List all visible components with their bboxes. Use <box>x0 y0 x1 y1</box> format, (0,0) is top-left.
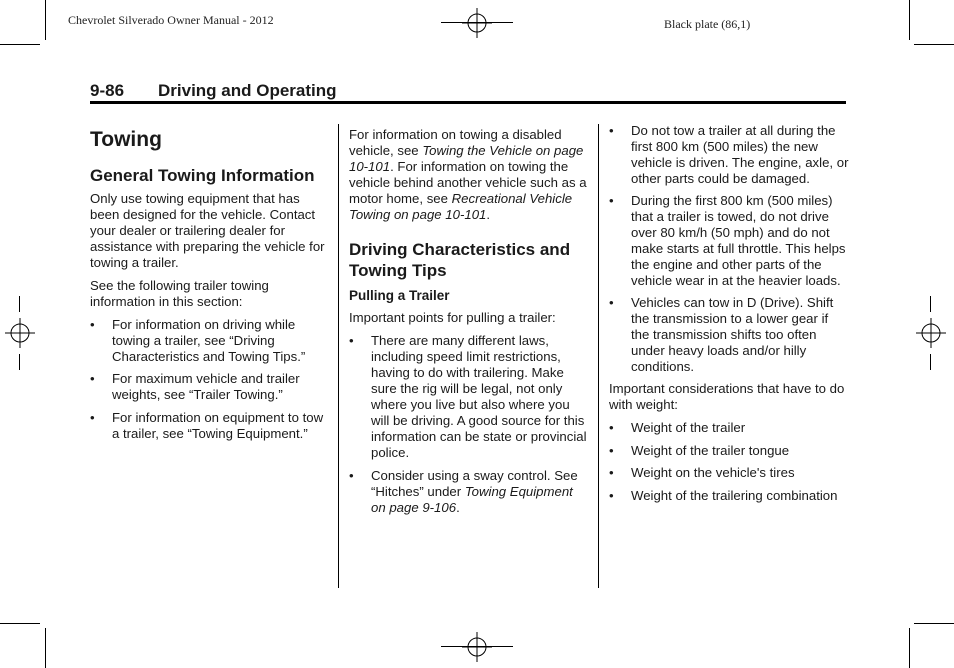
xref-towing-equipment[interactable]: Towing Equipment on page 9-106 <box>371 484 573 515</box>
xref-towing-vehicle[interactable]: Towing the Vehicle on page 10-101 <box>349 143 584 174</box>
section-title: Driving and Operating <box>158 81 337 100</box>
page-number: 9-86 <box>90 81 125 100</box>
list-item: • During the first 800 km (500 miles) that a trailer is towed, do not drive over 80 km/h (50 mph) and do not make starts at full throttle. This helps the engine and other parts of the vehicle wear in at the heavier loads. <box>609 193 846 288</box>
list-item: • Consider using a sway control. See “Hitches” under Towing Equipment on page 9-106. <box>349 468 578 515</box>
list-item: • Weight of the trailer <box>609 420 746 435</box>
bullet-icon: • <box>609 420 614 435</box>
bullet-icon: • <box>349 468 354 483</box>
list-item: • Weight on the vehicle's tires <box>609 465 795 480</box>
bullet-icon: • <box>609 465 614 480</box>
pulling-trailer-subheading: Pulling a Trailer <box>349 288 450 303</box>
disabled-vehicle-para: For information on towing a disabled vehicle, see Towing the Vehicle on page 10-101. For information on towing the vehicle behind another vehicle such as a motor home, see Recreational Vehicle Towing on page 10-101. <box>349 127 587 222</box>
pulling-trailer-lead: Important points for pulling a trailer: <box>349 310 556 325</box>
manual-title: Chevrolet Silverado Owner Manual - 2012 <box>68 13 274 27</box>
bullet-icon: • <box>609 123 614 138</box>
bullet-icon: • <box>349 333 354 348</box>
column-divider-2 <box>598 124 599 588</box>
list-item: • Vehicles can tow in D (Drive). Shift the transmission to a lower gear if the transmission shifts too often under heavy loads and/or hilly conditions. <box>609 295 834 374</box>
list-item: • For information on driving while towing a trailer, see “Driving Characteristics and Towing Tips.” <box>90 317 306 364</box>
bullet-icon: • <box>90 410 95 425</box>
general-towing-heading: General Towing Information <box>90 166 315 185</box>
column-2 <box>349 127 589 516</box>
towing-info-list <box>90 317 328 442</box>
weight-lead: Important considerations that have to do with weight: <box>609 381 845 412</box>
driving-characteristics-heading: Driving Characteristics and Towing Tips <box>349 240 571 280</box>
list-item: • For maximum vehicle and trailer weights, see “Trailer Towing.” <box>90 371 300 402</box>
xref-recreational-towing[interactable]: Recreational Vehicle Towing on page 10-101 <box>349 191 573 222</box>
registration-mark-bottom-icon <box>462 632 492 662</box>
list-item: • For information on equipment to tow a trailer, see “Towing Equipment.” <box>90 410 324 441</box>
weight-list <box>609 420 849 504</box>
page-title: Towing <box>90 128 162 151</box>
see-following-para: See the following trailer towing information in this section: <box>90 278 269 309</box>
plate-label: Black plate (86,1) <box>664 17 751 31</box>
list-item: • Weight of the trailer tongue <box>609 443 790 458</box>
bullet-icon: • <box>609 295 614 310</box>
section-header <box>90 81 337 101</box>
general-towing-para: Only use towing equipment that has been designed for the vehicle. Contact your dealer or trailering dealer for assistance with preparing the vehicle for towing a trailer. <box>90 191 325 270</box>
registration-mark-right-icon <box>916 318 946 348</box>
registration-mark-left-icon <box>5 318 35 348</box>
bullet-icon: • <box>609 488 614 503</box>
registration-mark-top-icon <box>462 8 492 38</box>
towing-tips-list <box>609 123 849 375</box>
bullet-icon: • <box>609 443 614 458</box>
list-item: • Do not tow a trailer at all during the first 800 km (500 miles) the new vehicle is driven. The engine, axle, or other parts could be damaged. <box>609 123 849 186</box>
column-3 <box>609 123 849 504</box>
column-1 <box>90 124 328 442</box>
bullet-icon: • <box>609 193 614 208</box>
header-rule <box>90 101 846 104</box>
pulling-trailer-list <box>349 333 589 516</box>
column-divider-1 <box>338 124 339 588</box>
list-item: • Weight of the trailering combination <box>609 488 838 503</box>
bullet-icon: • <box>90 371 95 386</box>
bullet-icon: • <box>90 317 95 332</box>
list-item: • There are many different laws, including speed limit restrictions, having to do with trailering. Make sure the rig will be legal, not only where you live but also where you will be driving. A good source for this information can be state or provincial police. <box>349 333 587 460</box>
